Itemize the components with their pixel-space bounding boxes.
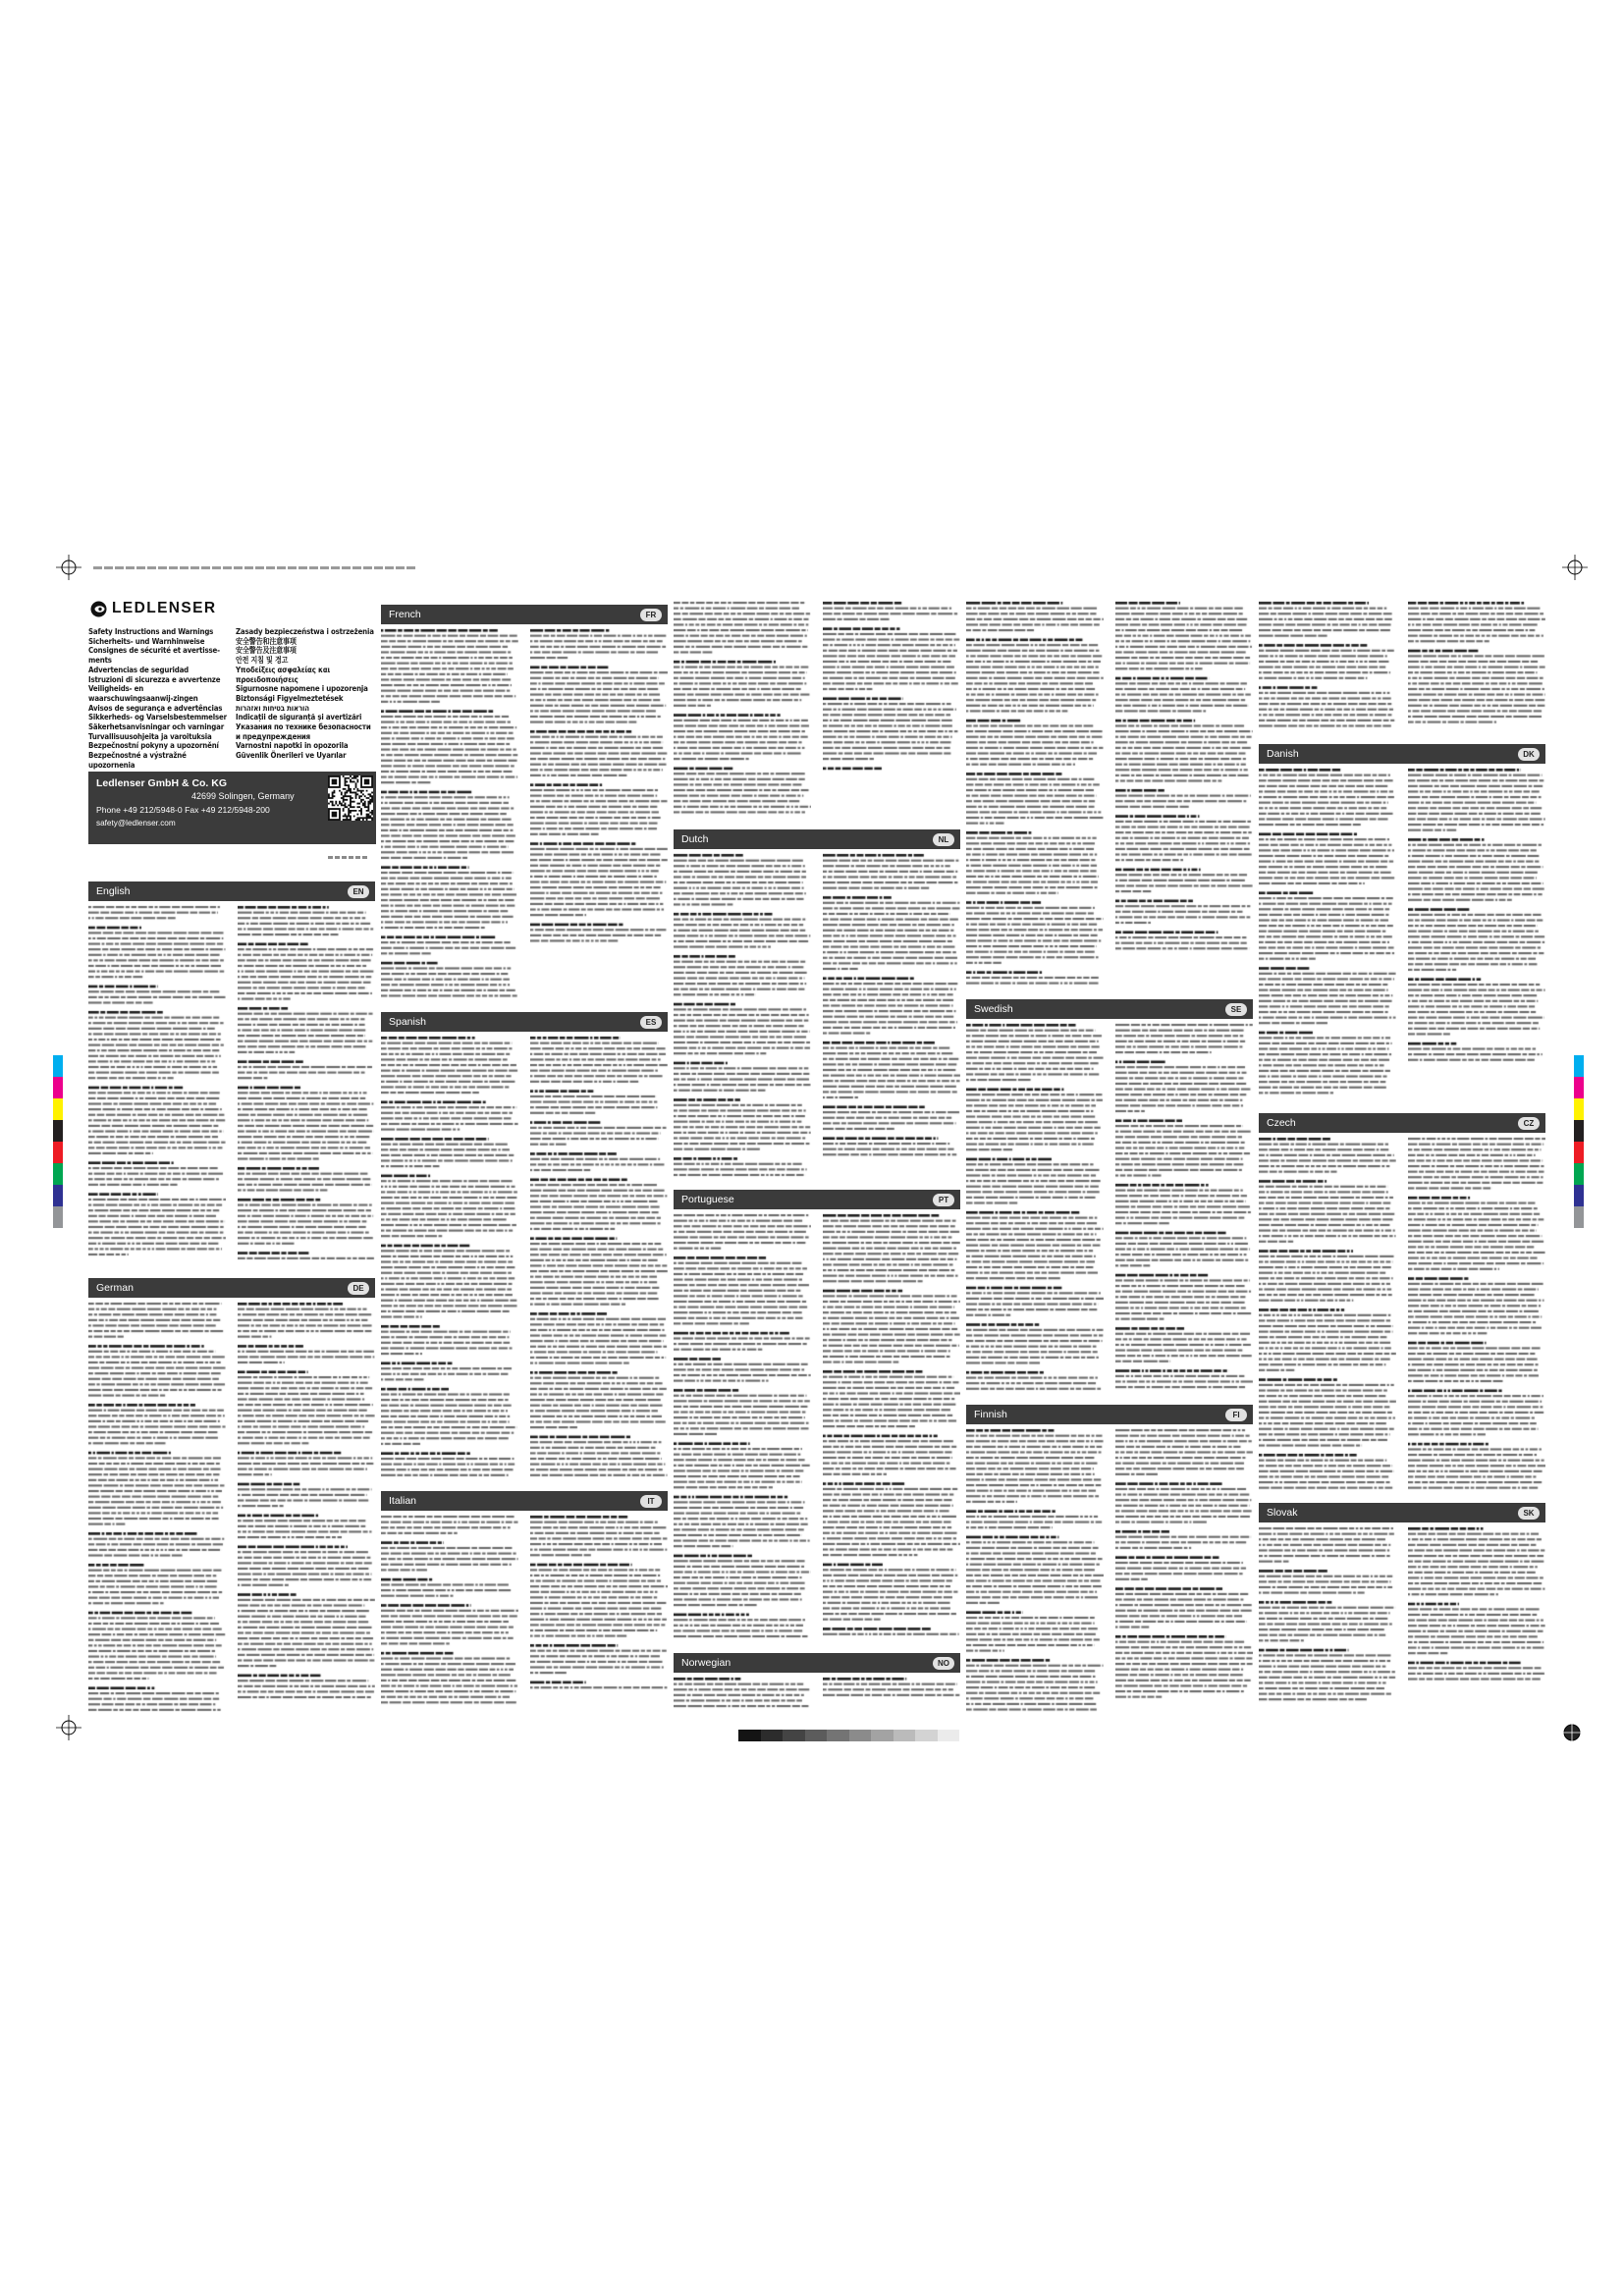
section-bar-czech [1259,1113,1545,1133]
color-control-bar [1574,1055,1584,1228]
grayscale-step [761,1730,784,1741]
section-title: Italian [389,1495,417,1507]
color-swatch [53,1055,63,1077]
grayscale-step [938,1730,960,1741]
language-code-badge: SK [1518,1507,1540,1520]
body-text-column [966,1023,1104,1395]
section-title: German [96,1282,134,1294]
document-title: Zasady bezpieczeństwa i ostrzeżenia [236,627,374,636]
section-bar-norwegian [674,1653,960,1673]
document-title: Säkerhetsanvisningar och varningar [88,722,225,732]
body-text-column [88,905,226,1268]
title-list-primary [88,627,229,771]
body-text-column [1259,1526,1396,1716]
body-text-column [1259,601,1396,734]
body-text-column [674,601,811,820]
body-text-column [530,1515,668,1716]
body-text-column [1115,1023,1253,1395]
section-bar-finnish [966,1405,1253,1424]
body-text-column [88,1302,226,1716]
section-title: Spanish [389,1016,426,1028]
color-swatch [1574,1055,1584,1077]
ledlenser-logo-icon [90,601,107,617]
section-bar-english [88,881,375,901]
body-text-column [966,601,1104,989]
section-bar-portuguese [674,1190,960,1209]
document-title: Bezpečnostné a výstražné upozornenia [88,751,187,770]
grayscale-strip [738,1730,959,1741]
section-title: Slovak [1267,1507,1298,1519]
language-code-badge: DK [1518,748,1540,761]
body-text-column [381,1515,518,1716]
document-title: Indicații de siguranță și avertizări [236,713,362,722]
body-text-column [1259,1137,1396,1493]
registration-mark-icon [1559,1720,1585,1745]
body-text-column [1259,768,1396,1103]
body-text-column [530,1036,668,1481]
language-code-badge: EN [348,885,369,898]
color-swatch [1574,1120,1584,1142]
print-slug [93,566,417,569]
document-title: Safety Instructions and Warnings [88,627,214,636]
color-swatch [1574,1185,1584,1206]
color-swatch [1574,1098,1584,1120]
body-text-column [823,853,960,1180]
section-bar-danish [1259,744,1545,764]
grayscale-step [783,1730,805,1741]
document-title: Указания по технике безопасности и предупреждения [236,722,371,741]
document-title: Istruzioni di sicurezza e avvertenze [88,674,221,684]
section-title: English [96,885,131,897]
language-code-badge: DE [348,1282,369,1295]
section-title: Danish [1267,748,1299,760]
section-bar-french [381,605,668,624]
body-text-column [823,1677,960,1716]
body-text-column [1115,1428,1253,1716]
body-text-column [823,601,960,820]
grayscale-step [805,1730,828,1741]
qr-code [328,775,373,821]
grayscale-step [871,1730,893,1741]
company-phone-fax: Phone +49 212/5948-0 Fax +49 212/5948-200 [96,805,270,815]
body-text-column [823,1213,960,1643]
body-text-column [1115,601,1253,989]
color-swatch [53,1120,63,1142]
language-code-badge: FR [640,609,662,621]
language-code-badge: ES [640,1016,662,1029]
registration-mark-icon [56,1715,81,1740]
company-address: 42699 Solingen, Germany [191,791,295,801]
document-title: Varnostni napotki in opozorila [236,741,349,751]
company-name: Ledlenser GmbH & Co. KG [96,777,228,789]
language-code-badge: FI [1225,1409,1247,1421]
body-text-column [966,1428,1104,1716]
color-swatch [53,1098,63,1120]
body-text-column [381,628,518,1002]
qr-pattern [328,775,373,821]
section-title: Dutch [681,833,709,845]
version-code [328,856,369,859]
color-swatch [53,1163,63,1185]
section-bar-slovak [1259,1503,1545,1522]
color-swatch [53,1185,63,1206]
section-title: French [389,609,421,620]
grayscale-step [849,1730,872,1741]
body-text-column [674,853,811,1180]
section-title: Swedish [974,1003,1013,1015]
section-title: Finnish [974,1409,1007,1420]
grayscale-step [738,1730,761,1741]
grayscale-step [893,1730,916,1741]
color-swatch [1574,1163,1584,1185]
document-title: 安全警告及注意事項 [236,646,297,656]
document-title: Sikkerheds- og Varselsbestemmelser [88,713,227,722]
color-swatch [1574,1206,1584,1228]
document-title: Υποδείξεις ασφαλείας και προειδοποιήσεις [236,665,331,684]
grayscale-step [827,1730,849,1741]
section-bar-dutch [674,829,960,849]
language-code-badge: NO [933,1657,954,1670]
registration-mark-icon [56,555,81,580]
section-bar-spanish [381,1012,668,1032]
title-list-secondary [236,627,376,761]
document-title: הוראות בטיחות ואזהרות [236,703,309,713]
body-text-column [1408,768,1545,1103]
color-swatch [1574,1077,1584,1098]
section-title: Portuguese [681,1194,734,1205]
registration-mark-icon [1562,555,1588,580]
color-swatch [53,1206,63,1228]
color-swatch [53,1077,63,1098]
document-title: 安全警告和注意事项 [236,636,297,646]
section-title: Norwegian [681,1657,731,1669]
body-text-column [1408,1526,1545,1716]
document-title: Veiligheids- en waarschuwingsaanwij-zingen [88,684,198,703]
document-title: Sigurnosne napomene i upozorenja [236,684,368,694]
language-code-badge: CZ [1518,1117,1540,1130]
contact-box [88,772,376,844]
body-text-column [238,1302,375,1716]
grayscale-step [915,1730,938,1741]
body-text-column [238,905,375,1268]
body-text-column [674,1677,811,1716]
document-title: Güvenlik Önerileri ve Uyarılar [236,751,347,761]
section-bar-italian [381,1491,668,1511]
logo-wordmark: LEDLENSER [112,600,217,616]
company-email: safety@ledlenser.com [96,819,176,828]
document-title: Consignes de sécurité et avertisse-ments [88,646,220,666]
section-title: Czech [1267,1117,1296,1129]
language-code-badge: NL [933,833,954,846]
ledlenser-logo [90,600,216,617]
color-control-bar [53,1055,63,1228]
color-swatch [1574,1142,1584,1163]
section-bar-swedish [966,999,1253,1019]
document-title: Sicherheits- und Warnhinweise [88,636,205,646]
language-code-badge: PT [933,1194,954,1206]
body-text-column [1408,601,1545,734]
document-title: Bezpečnostní pokyny a upozornění [88,741,219,751]
body-text-column [530,628,668,1002]
document-title: Turvallisuusohjeita ja varoituksia [88,731,212,741]
section-bar-german [88,1278,375,1298]
document-title: Avisos de segurança e advertências [88,703,223,713]
body-text-column [1408,1137,1545,1493]
document-title: Advertencias de seguridad [88,665,189,674]
language-code-badge: IT [640,1495,662,1508]
language-code-badge: SE [1225,1003,1247,1016]
color-swatch [53,1142,63,1163]
body-text-column [674,1213,811,1643]
document-title: 안전 지침 및 경고 [236,656,289,666]
body-text-column [381,1036,518,1481]
document-title: Biztonsági Figyelmeztetések [236,693,344,703]
